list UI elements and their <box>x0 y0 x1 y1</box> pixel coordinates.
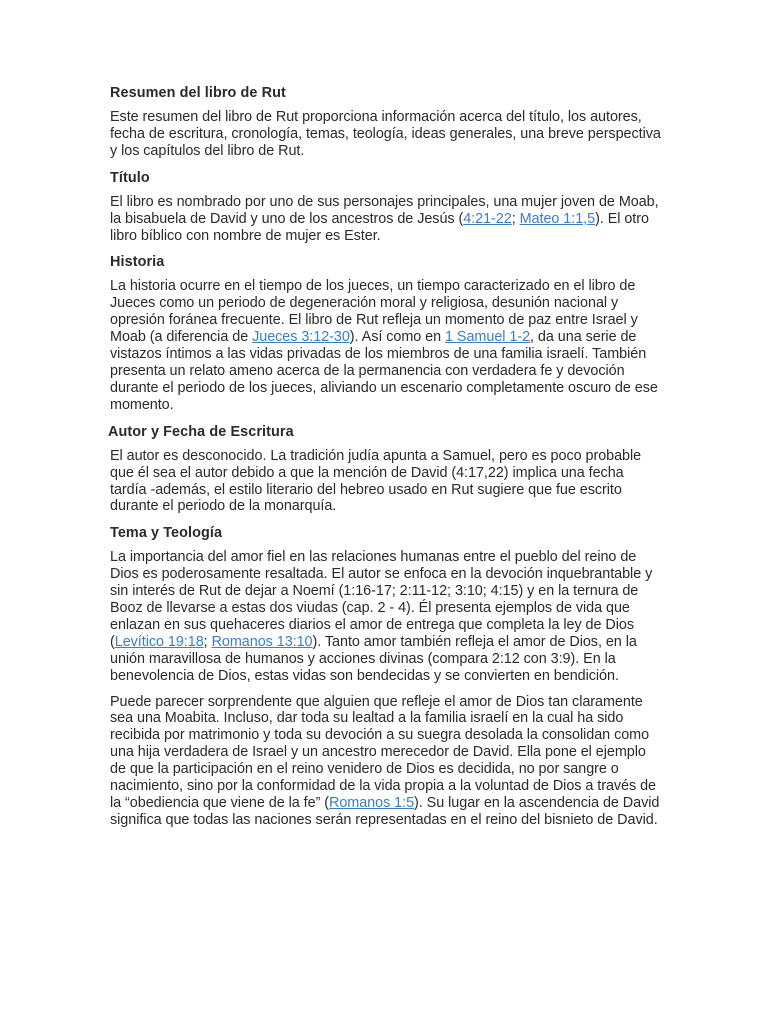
text-run: ). Tanto amor también refleja el amor de Dios, en la unión maravillosa de humanos y acciones divinas (compara 2:12 con 3:9). En la benevolencia de Dios, estas vidas son bendecidas y se convierten en bendición. <box>110 633 637 684</box>
text-run: ). El otro libro bíblico con nombre de mujer es Ester. <box>110 210 649 244</box>
historia-paragraph <box>110 278 662 413</box>
link-1-samuel-1-2[interactable]: 1 Samuel 1-2 <box>445 329 531 346</box>
text-run: , da una serie de vistazos íntimos a las vidas privadas de los miembros de una familia israelí. También presenta un relato ameno acerca de la permanencia con verdadera fe y devoción durante el periodo de los jueces, aliviando un escenario completamente oscuro de ese momento. <box>110 329 658 413</box>
text-run: El libro es nombrado por uno de sus personajes principales, una mujer joven de Moab, la bisabuela de David y uno de los ancestros de Jesús ( <box>110 193 659 227</box>
heading-titulo: Título <box>110 169 150 186</box>
heading-autor-fecha: Autor y Fecha de Escritura <box>108 423 294 440</box>
tema-paragraph-1 <box>110 549 662 684</box>
autor-paragraph: El autor es desconocido. La tradición judía apunta a Samuel, pero es poco probable que él sea el autor debido a que la mención de David (4:17,22) implica una fecha tardía -además, el estilo literario del hebreo usado en Rut sugiere que fue escrito durante el periodo de la monarquía. <box>110 447 642 515</box>
text-run: ; <box>203 633 212 650</box>
link-romanos-13-10[interactable]: Romanos 13:10 <box>211 633 313 650</box>
heading-historia: Historia <box>110 254 165 271</box>
link-jueces-3-12-30[interactable]: Jueces 3:12-30 <box>252 329 350 346</box>
text-run: ). Su lugar en la ascendencia de David significa que todas las naciones serán representadas en el reino del bisnieto de David. <box>110 795 660 828</box>
link-romanos-1-5[interactable]: Romanos 1:5 <box>329 795 415 811</box>
titulo-paragraph <box>110 194 662 245</box>
document-page <box>110 84 662 838</box>
intro-paragraph: Este resumen del libro de Rut proporciona información acerca del título, los autores, fecha de escritura, cronología, temas, teología, ideas generales, una breve perspectiva y los capítulos del libro de Rut. <box>110 109 661 159</box>
text-run: ; <box>511 210 520 227</box>
text-run: Puede parecer sorprendente que alguien que refleje el amor de Dios tan claramente sea una Moabita. Incluso, dar toda su lealtad a la familia israelí en la cual ha sido recibida por matrimonio y toda su devoción a su suegra desolada la consolidan como una hija verdadera de Israel y un ancestro merecedor de David. Ella pone el ejemplo de que la participación en el reino venidero de Dios es decidida, no por sangre o nacimiento, sino por la conformidad de la vida propia a la voluntad de Dios a través de la “obediencia que viene de la fe” ( <box>110 693 657 811</box>
document-title: Resumen del libro de Rut <box>110 85 286 101</box>
link-rut-4-21-22[interactable]: 4:21-22 <box>463 210 512 227</box>
text-run: La importancia del amor fiel en las relaciones humanas entre el pueblo del reino de Dios es poderosamente resaltada. El autor se enfoca en la devoción inquebrantable y sin interés de Rut de dejar a Noemí (1:16-17; 2:11-12; 3:10; 4:15) y en la ternura de Booz de llevarse a estas dos viudas (cap. 2 - 4). Él presenta ejemplos de vida que enlazan en sus quehaceres diarios el amor de entrega que completa la ley de Dios ( <box>110 549 653 650</box>
heading-tema-teologia: Tema y Teología <box>110 525 223 542</box>
link-mateo-1-1-5[interactable]: Mateo 1:1,5 <box>519 210 596 227</box>
tema-paragraph-2 <box>110 694 662 829</box>
text-run: La historia ocurre en el tiempo de los jueces, un tiempo caracterizado en el libro de Jueces como un periodo de degeneración moral y religiosa, desunión nacional y opresión foránea frecuente. El libro de Rut refleja un momento de paz entre Israel y Moab (a diferencia de <box>110 278 638 346</box>
link-levitico-19-18[interactable]: Levítico 19:18 <box>114 633 204 650</box>
text-run: ). Así como en <box>349 329 446 346</box>
